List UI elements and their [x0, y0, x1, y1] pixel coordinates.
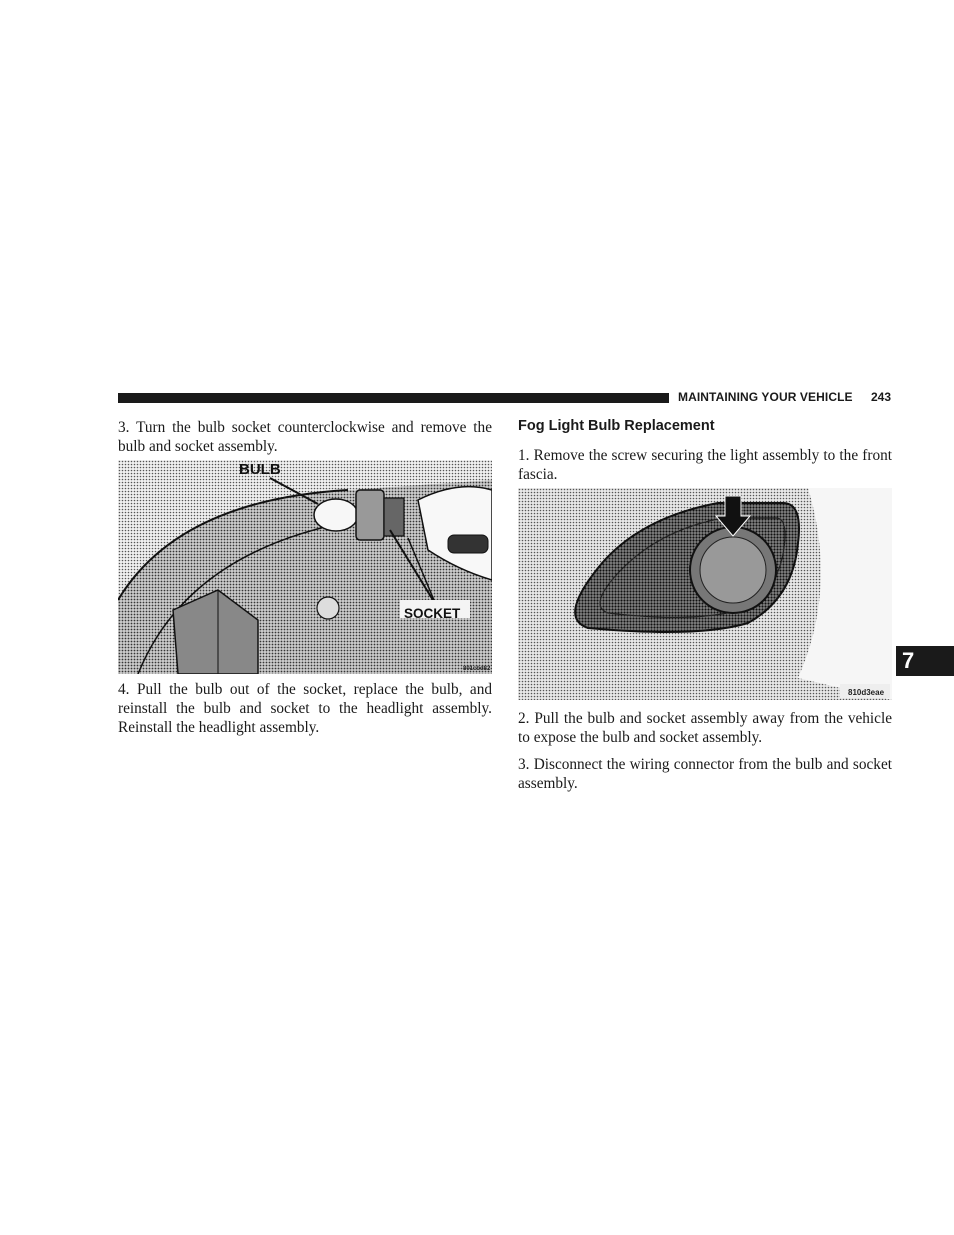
- fog-light-illustration: [518, 488, 892, 700]
- bulb-callout: BULB: [239, 461, 281, 478]
- chapter-tab: 7: [896, 646, 954, 676]
- figure-code: 810d3eae: [848, 688, 885, 697]
- step-1-remove-screw: 1. Remove the screw securing the light assembly to the front fascia.: [518, 447, 892, 483]
- socket-callout: SOCKET: [404, 606, 461, 621]
- section-title: MAINTAINING YOUR VEHICLE: [678, 390, 853, 404]
- page-number: 243: [871, 390, 892, 404]
- fog-light-heading: Fog Light Bulb Replacement: [518, 418, 715, 434]
- step-4-replace-bulb: 4. Pull the bulb out of the socket, replace the bulb, and reinstall the bulb and socket to the headlight assembly. Reinstall the headlight assembly.: [118, 681, 492, 736]
- figure-code: 801cbd82: [463, 666, 491, 672]
- step-3-disconnect-wiring: 3. Disconnect the wiring connector from the bulb and socket assembly.: [518, 756, 892, 792]
- step-2-pull-assembly: 2. Pull the bulb and socket assembly away from the vehicle to expose the bulb and socket assembly.: [518, 710, 892, 746]
- step-3-bulb-socket: 3. Turn the bulb socket counterclockwise and remove the bulb and socket assembly.: [118, 419, 492, 455]
- header-rule: [118, 393, 669, 403]
- headlight-bulb-socket-illustration: [118, 460, 492, 674]
